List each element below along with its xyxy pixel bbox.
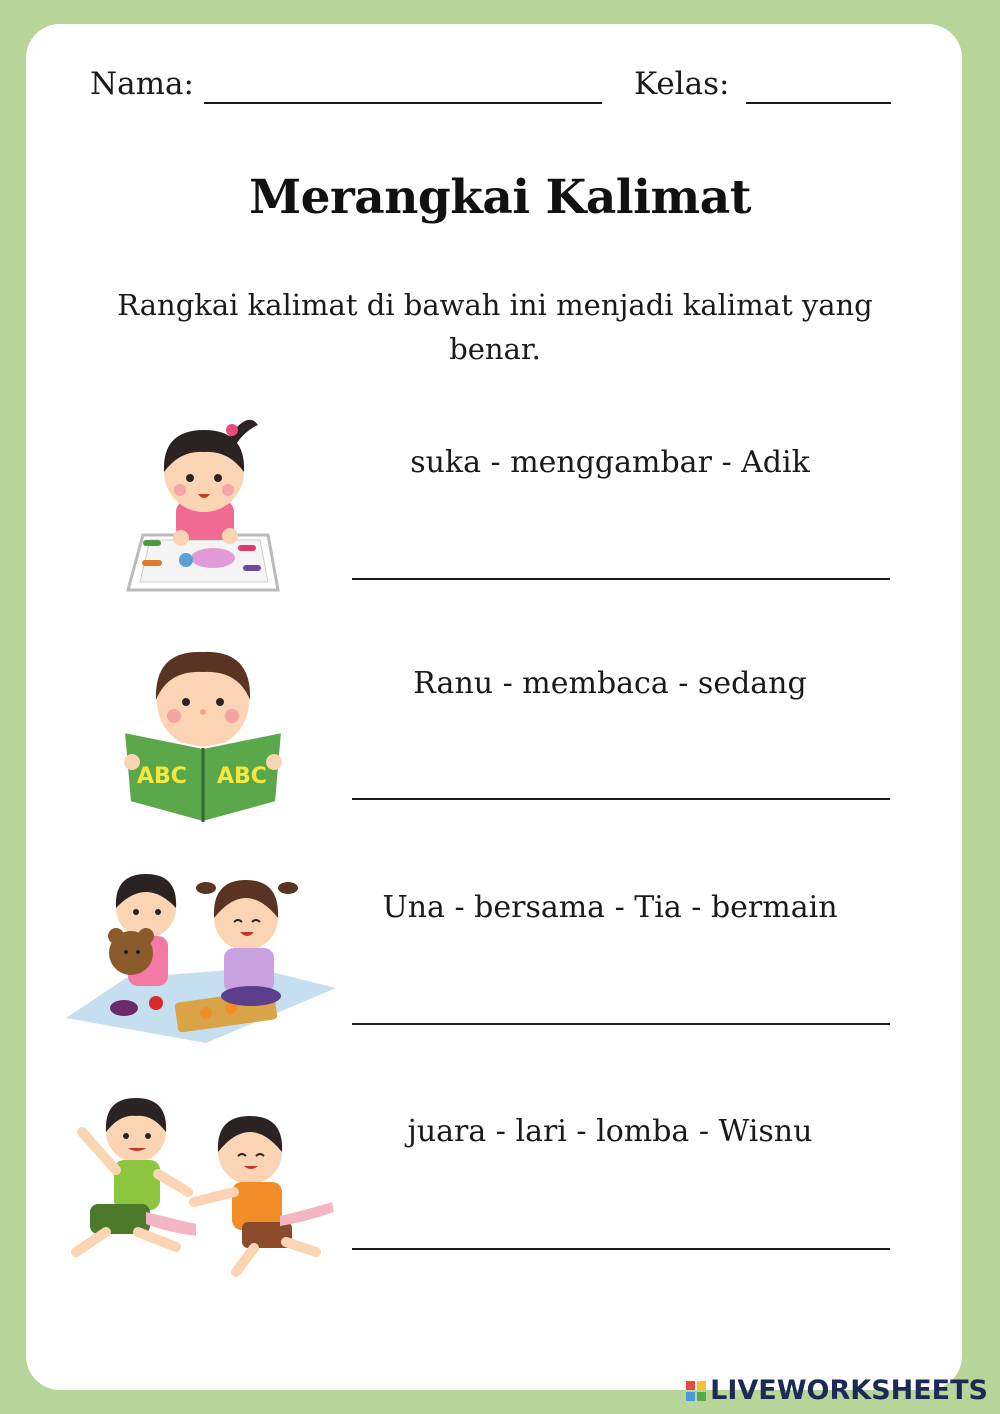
name-label: Nama: (90, 66, 194, 102)
word-scramble-2: Ranu - membaca - sedang (413, 666, 807, 701)
book-text-right: ABC (217, 764, 267, 789)
answer-line-2[interactable] (352, 798, 890, 800)
girls-playing-picnic-icon (66, 868, 342, 1050)
girl-drawing-icon (118, 410, 288, 600)
name-input-line[interactable] (204, 102, 602, 104)
word-scramble-1: suka - menggambar - Adik (410, 445, 810, 480)
class-input-line[interactable] (746, 102, 891, 104)
answer-line-3[interactable] (352, 1023, 890, 1025)
word-scramble-4: juara - lari - lomba - Wisnu (407, 1114, 813, 1149)
class-label: Kelas: (634, 66, 730, 102)
liveworksheets-mark-icon (686, 1381, 706, 1401)
liveworksheets-logo[interactable] (686, 1375, 988, 1406)
boys-running-race-icon (66, 1092, 342, 1278)
book-text-left: ABC (137, 764, 187, 789)
answer-line-4[interactable] (352, 1248, 890, 1250)
answer-line-1[interactable] (352, 578, 890, 580)
page-title: Merangkai Kalimat (249, 170, 751, 225)
word-scramble-3: Una - bersama - Tia - bermain (382, 890, 838, 925)
boy-reading-book-icon (118, 640, 288, 830)
instruction-text: Rangkai kalimat di bawah ini menjadi kalimat yang benar. (117, 288, 873, 366)
logo-text: LIVEWORKSHEETS (710, 1375, 988, 1406)
